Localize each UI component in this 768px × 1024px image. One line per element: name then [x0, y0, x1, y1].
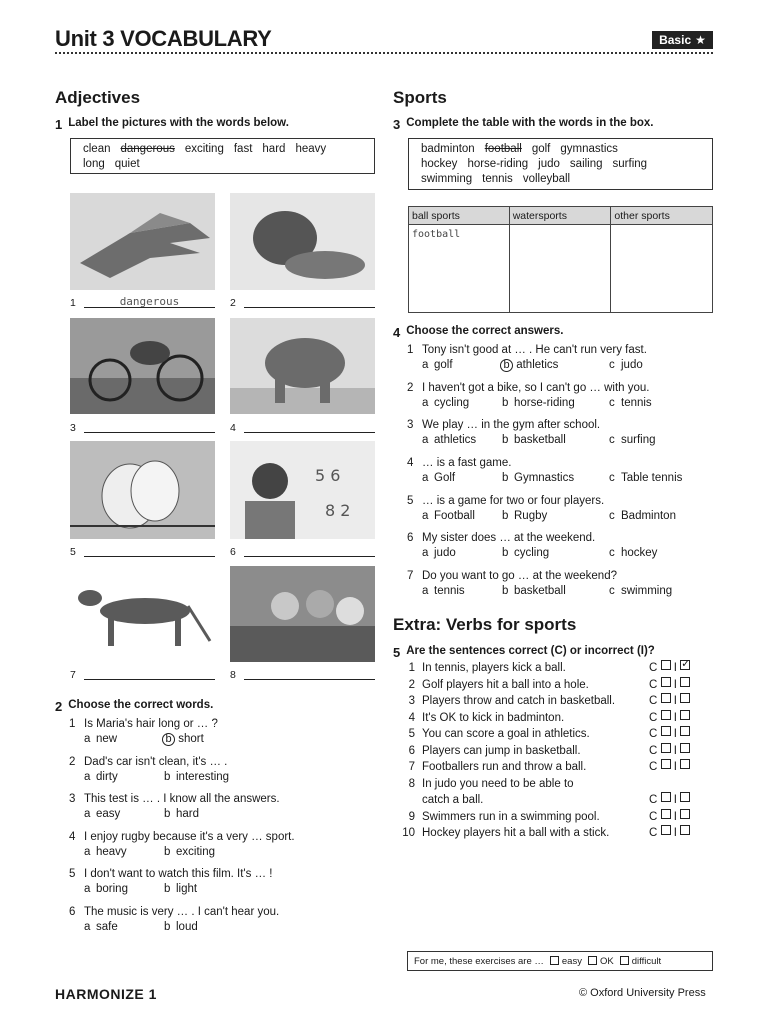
label-answer-4[interactable]: [244, 421, 375, 433]
col-other-sports: other sports: [611, 207, 713, 225]
ex4-heading: 4 Choose the correct answers.: [393, 325, 564, 340]
option-a[interactable]: a Golf: [422, 472, 456, 485]
ex2-item: 2 Dad's car isn't clean, it's … . a dirty b interesting: [69, 755, 230, 783]
ex2-item: 1 Is Maria's hair long or … ? a new b short: [69, 718, 218, 745]
ex3-heading: 3 Complete the table with the words in the box.: [393, 117, 654, 132]
option-a[interactable]: a heavy: [84, 845, 127, 858]
checkbox-incorrect[interactable]: [680, 677, 690, 687]
option-a[interactable]: a tennis: [422, 585, 465, 598]
svg-text:8 2: 8 2: [325, 501, 351, 520]
ex5-item: 8 In judo you need to be able to: [408, 777, 574, 790]
option-b[interactable]: b Gymnastics: [502, 472, 575, 485]
ex4-item: 4 … is a fast game. a Golf b Gymnastics c Table tennis: [407, 457, 683, 485]
checkbox-correct[interactable]: [661, 677, 671, 687]
option-b[interactable]: b horse-riding: [502, 396, 575, 409]
label-answer-1[interactable]: dangerous: [84, 296, 215, 308]
label-number: 1: [70, 297, 76, 309]
label-answer-3[interactable]: [84, 421, 215, 433]
ex4-item: 2 I haven't got a bike, so I can't go … with you. a cycling b horse-riding c tennis: [407, 381, 652, 409]
label-number: 6: [230, 546, 236, 558]
checkbox-incorrect[interactable]: [680, 726, 690, 736]
option-b[interactable]: b loud: [164, 920, 198, 933]
ex2-item: 3 This test is … . I know all the answers. a easy b hard: [69, 793, 280, 820]
option-a[interactable]: a safe: [84, 920, 118, 933]
checkbox-incorrect[interactable]: [680, 693, 690, 703]
ex5-item-continued: catch a ball. C I: [400, 792, 713, 809]
option-c[interactable]: c judo: [609, 359, 643, 371]
label-number: 8: [230, 669, 236, 681]
checkbox-incorrect[interactable]: [680, 743, 690, 753]
option-a[interactable]: a Football: [422, 509, 475, 522]
ex4-list: [407, 343, 713, 607]
checkbox-correct[interactable]: [661, 693, 671, 703]
picture-crocodile: [70, 193, 215, 290]
ex5-item: 4 It's OK to kick in badminton. C I: [400, 710, 713, 727]
label-answer-8[interactable]: [244, 668, 375, 680]
cell-watersports[interactable]: [509, 225, 611, 313]
option-b[interactable]: b hard: [164, 808, 200, 820]
label-number: 7: [70, 669, 76, 681]
ex5-item: 10 Hockey players hit a ball with a stick. C I: [400, 825, 713, 842]
picture-elephant: [230, 318, 375, 414]
feedback-easy[interactable]: easy: [550, 956, 582, 967]
footer-copyright: © Oxford University Press: [579, 987, 706, 999]
ex5-item: 9 Swimmers run in a swimming pool. C I: [400, 809, 713, 826]
label-number: 2: [230, 297, 236, 309]
extra-heading: Extra: Verbs for sports: [393, 615, 577, 634]
checkbox-correct[interactable]: [661, 710, 671, 720]
ex5-item: 3 Players throw and catch in basketball. C I: [400, 693, 713, 710]
svg-text:5 6: 5 6: [315, 466, 341, 485]
option-a[interactable]: a athletics: [422, 434, 477, 447]
checkbox-incorrect[interactable]: [680, 825, 690, 835]
ex5-item: 7 Footballers run and throw a ball. C I: [400, 759, 713, 776]
ex5-list: [400, 660, 713, 842]
ex2-heading: 2 Choose the correct words.: [55, 699, 214, 714]
cell-other-sports[interactable]: [611, 225, 713, 313]
ex1-heading: 1 Label the pictures with the words below.: [55, 117, 289, 132]
option-a[interactable]: a boring: [84, 883, 128, 895]
option-a[interactable]: a judo: [422, 547, 456, 560]
level-badge: [652, 31, 713, 49]
cell-ball-sports[interactable]: football: [409, 225, 510, 313]
label-answer-6[interactable]: [244, 545, 375, 557]
picture-cheering-crowd: [230, 566, 375, 662]
checkbox-easy[interactable]: [550, 956, 559, 965]
picture-dishwasher-plates: [70, 441, 215, 539]
option-b[interactable]: b interesting: [164, 770, 230, 783]
picture-dachshund: [70, 566, 215, 662]
badge-label: Basic: [659, 33, 692, 47]
ex5-item: 6 Players can jump in basketball. C I: [400, 743, 713, 760]
self-assessment-text: For me, these exercises are …: [414, 955, 544, 967]
option-b[interactable]: b Rugby: [502, 509, 548, 522]
feedback-difficult[interactable]: difficult: [620, 956, 661, 967]
header-divider: [55, 52, 713, 54]
checkbox-incorrect[interactable]: [680, 792, 690, 802]
footer-brand: HARMONIZE 1: [55, 986, 157, 1002]
checkbox-correct[interactable]: [661, 809, 671, 819]
ex2-item: 4 I enjoy rugby because it's a very … sport. a heavy b exciting: [69, 830, 295, 858]
option-a[interactable]: a dirty: [84, 770, 118, 783]
ex5-item: 5 You can score a goal in athletics. C I: [400, 726, 713, 743]
ex4-item: 1 Tony isn't good at … . He can't run very fast. a golf b athletics c judo: [407, 344, 647, 371]
picture-girl-at-whiteboard: [230, 441, 375, 539]
option-b-selected[interactable]: b athletics: [502, 358, 609, 373]
picture-sleeping-baby: [230, 193, 375, 290]
option-c[interactable]: c surfing: [609, 434, 656, 447]
option-b[interactable]: b cycling: [502, 547, 550, 560]
ex5-heading: 5 Are the sentences correct (C) or incorrect (I)?: [393, 645, 655, 660]
adjectives-heading: Adjectives: [55, 88, 141, 107]
ex4-item: 7 Do you want to go … at the weekend? a tennis b basketball c swimming: [407, 570, 673, 598]
option-c[interactable]: c Table tennis: [609, 472, 683, 485]
ex2-list: [69, 717, 369, 942]
option-c[interactable]: c tennis: [609, 396, 652, 409]
sports-heading: Sports: [393, 88, 447, 107]
ex5-item: 1 In tennis, players kick a ball. C I ✓: [400, 660, 713, 677]
picture-wheelchair-racer: [70, 318, 215, 414]
option-b[interactable]: b basketball: [502, 434, 566, 447]
sports-table: [408, 206, 713, 313]
label-answer-7[interactable]: [84, 668, 215, 680]
ex1-word-box: clean dangerous exciting fast hard heavy long quiet: [70, 138, 375, 174]
label-answer-2[interactable]: [244, 296, 375, 308]
ex4-item: 3 We play … in the gym after school. a athletics b basketball c surfing: [407, 419, 656, 447]
checkbox-incorrect[interactable]: [680, 759, 690, 769]
col-watersports: watersports: [509, 207, 611, 225]
option-a[interactable]: a new: [84, 733, 118, 745]
checkbox-correct[interactable]: [661, 792, 671, 802]
option-c[interactable]: c swimming: [609, 585, 673, 598]
option-a[interactable]: a cycling: [422, 396, 470, 409]
option-b[interactable]: b exciting: [164, 845, 215, 858]
page-title: Unit 3 VOCABULARY: [55, 26, 272, 51]
col-ball-sports: ball sports: [409, 207, 510, 225]
checkbox-incorrect[interactable]: [680, 710, 690, 720]
checkbox-ok[interactable]: [588, 956, 597, 965]
option-a[interactable]: a golf: [422, 359, 453, 371]
option-c[interactable]: c Badminton: [609, 509, 676, 522]
option-b[interactable]: b basketball: [502, 585, 566, 598]
ex2-item: 5 I don't want to watch this film. It's … ! a boring b light: [69, 868, 273, 895]
feedback-ok[interactable]: OK: [588, 956, 614, 967]
ex5-item: 2 Golf players hit a ball into a hole. C I: [400, 677, 713, 694]
ex4-item: 6 My sister does … at the weekend. a judo b cycling c hockey: [407, 532, 658, 560]
ex3-word-box: badminton football golf gymnastics hockey horse-riding judo sailing surfing swimming tennis volleyball: [408, 138, 713, 190]
checkbox-correct[interactable]: [661, 759, 671, 769]
checkbox-incorrect-checked[interactable]: [680, 660, 690, 670]
checkbox-difficult[interactable]: [620, 956, 629, 965]
ex4-item: 5 … is a game for two or four players. a Football b Rugby c Badminton: [407, 494, 676, 522]
label-number: 5: [70, 546, 76, 558]
option-a[interactable]: a easy: [84, 808, 121, 820]
checkbox-incorrect[interactable]: [680, 809, 690, 819]
checkbox-correct[interactable]: [661, 825, 671, 835]
label-number: 4: [230, 422, 236, 434]
checkbox-correct[interactable]: [661, 660, 671, 670]
star-icon: ★: [695, 33, 706, 47]
ex2-item: 6 The music is very … . I can't hear you. a safe b loud: [69, 905, 280, 933]
label-number: 3: [70, 422, 76, 434]
option-b[interactable]: b light: [164, 883, 198, 895]
label-answer-5[interactable]: [84, 545, 215, 557]
checkbox-correct[interactable]: [661, 743, 671, 753]
option-c[interactable]: c hockey: [609, 547, 658, 560]
self-assessment-box: [407, 951, 713, 971]
checkbox-correct[interactable]: [661, 726, 671, 736]
option-b-selected[interactable]: b short: [164, 733, 204, 745]
